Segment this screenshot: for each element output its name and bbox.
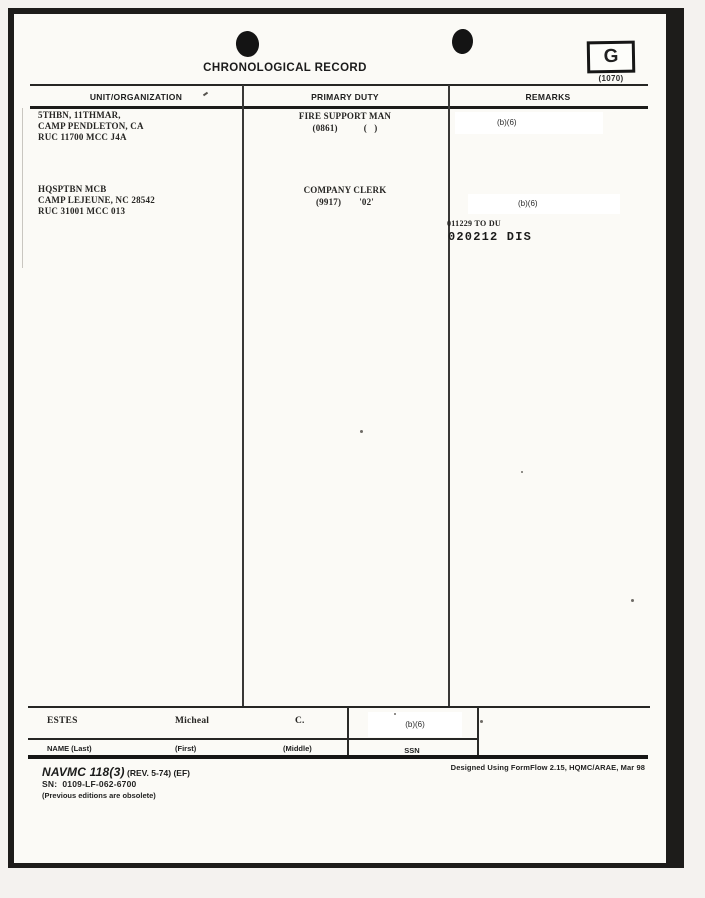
form-number: NAVMC 118(3) [42,765,125,779]
page-title: CHRONOLOGICAL RECORD [203,62,367,74]
faint-left-edge-line [22,108,23,268]
entry-1-unit [38,110,238,143]
duty-code: (0861) [312,123,338,133]
scan-speck [521,471,523,473]
grade-code: (1070) [598,74,624,83]
scan-border-top [10,8,667,14]
stock-number: SN: 0109-LF-062-6700 [42,779,137,789]
unit-line: RUC 31001 MCC 013 [38,206,126,216]
label-ssn: SSN [404,746,420,755]
grade-letter: G [603,45,619,68]
name-first-value: Micheal [175,716,210,726]
title-underline [30,84,648,86]
ssn-redaction-box: (b)(6) [368,712,462,737]
unit-line: HQSPTBN MCB [38,184,107,194]
scan-border-left [8,8,14,867]
column-header-unit: UNIT/ORGANIZATION [89,92,183,102]
label-name-middle: (Middle) [283,744,312,753]
entry-1-duty-codes [242,123,448,134]
entry-2-unit [38,184,238,217]
entry-2-duty-codes [242,197,448,208]
label-name-last: NAME (Last) [47,744,92,753]
obsolete-note: (Previous editions are obsolete) [42,791,156,800]
form-revision: (REV. 5-74) (EF) [124,768,190,778]
designed-note: Designed Using FormFlow 2.15, HQMC/ARAE, Mar 98 [450,763,645,772]
unit-line: RUC 11700 MCC J4A [38,132,127,142]
ssn-box-right-edge [477,707,479,756]
form-bottom-rule [28,755,648,759]
name-row-rule [28,738,477,740]
scan-border-right [666,8,684,868]
column-divider-1 [242,85,244,707]
label-name-first: (First) [175,744,197,753]
scan-border-bottom [8,863,684,868]
column-divider-2 [448,85,450,707]
unit-line: CAMP LEJEUNE, NC 28542 [38,195,155,205]
column-header-duty: PRIMARY DUTY [311,92,379,102]
entry-2-remark-line: 011229 TO DU [447,219,501,228]
name-last-value: ESTES [47,716,78,726]
entry-2-duty-title: COMPANY CLERK [303,185,387,195]
scan-speck [360,430,363,433]
header-underline [30,106,648,109]
scan-speck [631,599,634,602]
scan-speck [394,713,396,715]
entry-2-remark-line: 020212 DIS [448,230,533,244]
grade-box [587,41,636,74]
table-bottom-rule [28,706,650,708]
redaction-box: (b)(6) [468,194,620,214]
name-middle-value: C. [295,716,305,726]
duty-code: (9917) [315,197,342,207]
scan-speck [480,720,483,723]
column-header-remarks: REMARKS [525,92,571,102]
redaction-box: (b)(6) [455,112,603,134]
unit-line: CAMP PENDLETON, CA [38,121,144,131]
duty-note: ( ) [363,123,378,133]
entry-1-duty-title: FIRE SUPPORT MAN [298,111,392,121]
duty-note: '02' [359,197,374,207]
unit-line: 5THBN, 11THMAR, [38,110,121,120]
